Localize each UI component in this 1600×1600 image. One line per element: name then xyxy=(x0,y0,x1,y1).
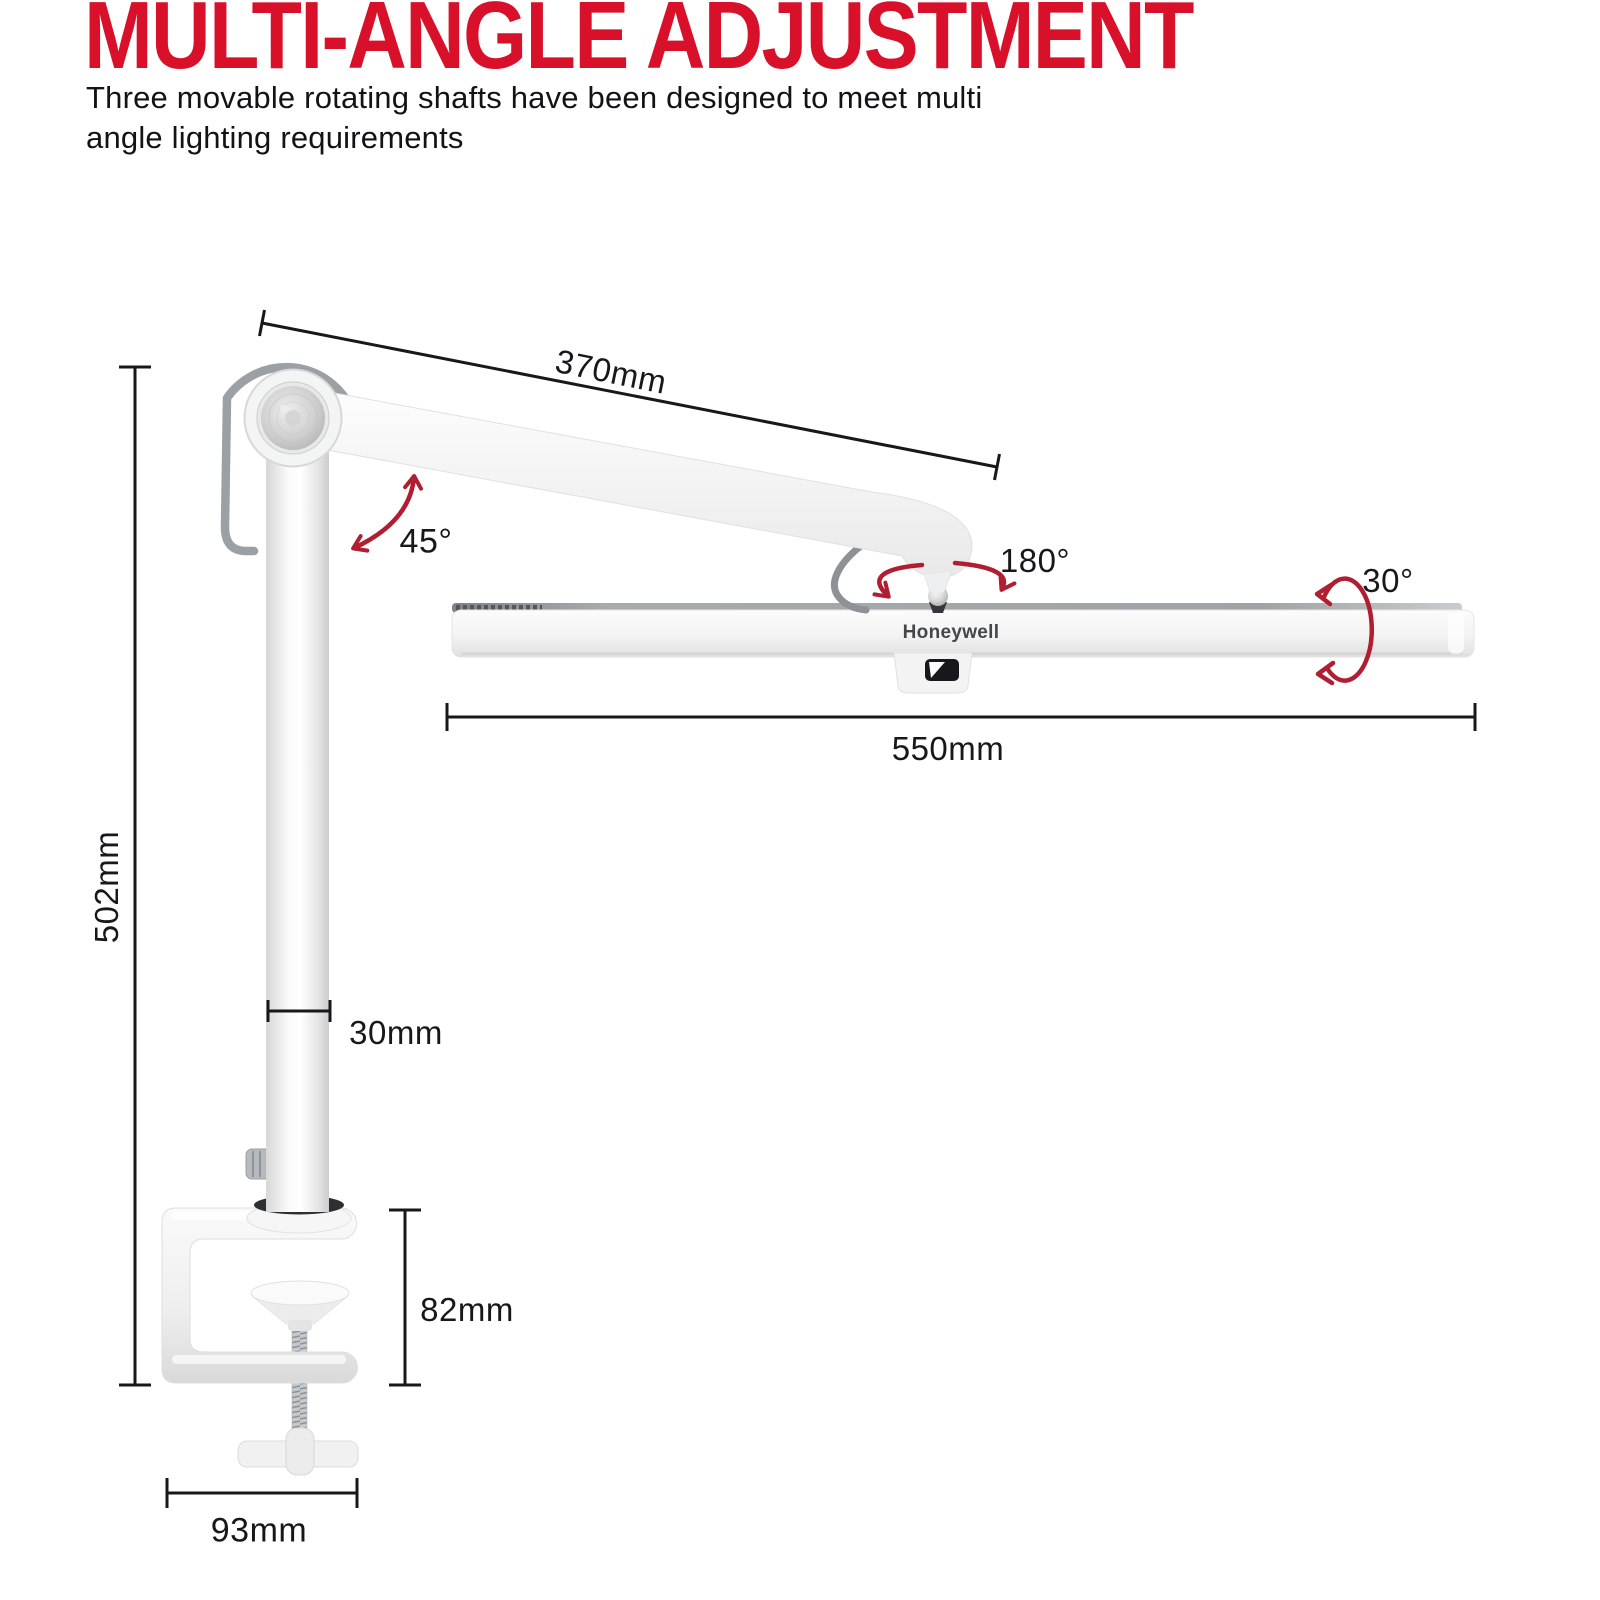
bar-end-cap xyxy=(1448,613,1464,654)
dim-label-bar-length: 550mm xyxy=(891,730,1005,767)
subtitle-line-2: angle lighting requirements xyxy=(86,120,464,155)
lamp-pole xyxy=(266,438,329,1212)
angle-label-arm-tilt: 45° xyxy=(399,522,453,561)
dim-label-arm-length: 370mm xyxy=(552,342,670,401)
lamp-arm xyxy=(322,392,972,594)
clamp-t-handle xyxy=(238,1428,358,1475)
brand-logo: Honeywell xyxy=(902,622,1000,643)
page-title: MULTI-ANGLE ADJUSTMENT xyxy=(84,0,1193,89)
power-cable xyxy=(834,545,866,610)
dim-label-pole-height: 502mm xyxy=(88,830,125,944)
subtitle-line-1: Three movable rotating shafts have been designed to meet multi xyxy=(86,80,983,115)
lamp-light-bar xyxy=(452,603,1474,693)
dim-line-clamp-width-93 xyxy=(167,1478,357,1508)
arm-neck xyxy=(924,571,952,594)
angle-label-bar-tilt: 30° xyxy=(1362,562,1414,599)
dim-label-clamp-width: 93mm xyxy=(210,1511,308,1550)
angle-label-head-swivel: 180° xyxy=(999,542,1071,579)
dim-label-pole-diameter: 30mm xyxy=(349,1014,443,1051)
clamp-pad-disc xyxy=(251,1281,349,1331)
dim-line-bar-550 xyxy=(447,703,1475,731)
pivot-joint xyxy=(245,370,342,467)
dim-line-clamp-opening-82 xyxy=(389,1210,421,1385)
dim-label-clamp-opening: 82mm xyxy=(420,1291,514,1328)
